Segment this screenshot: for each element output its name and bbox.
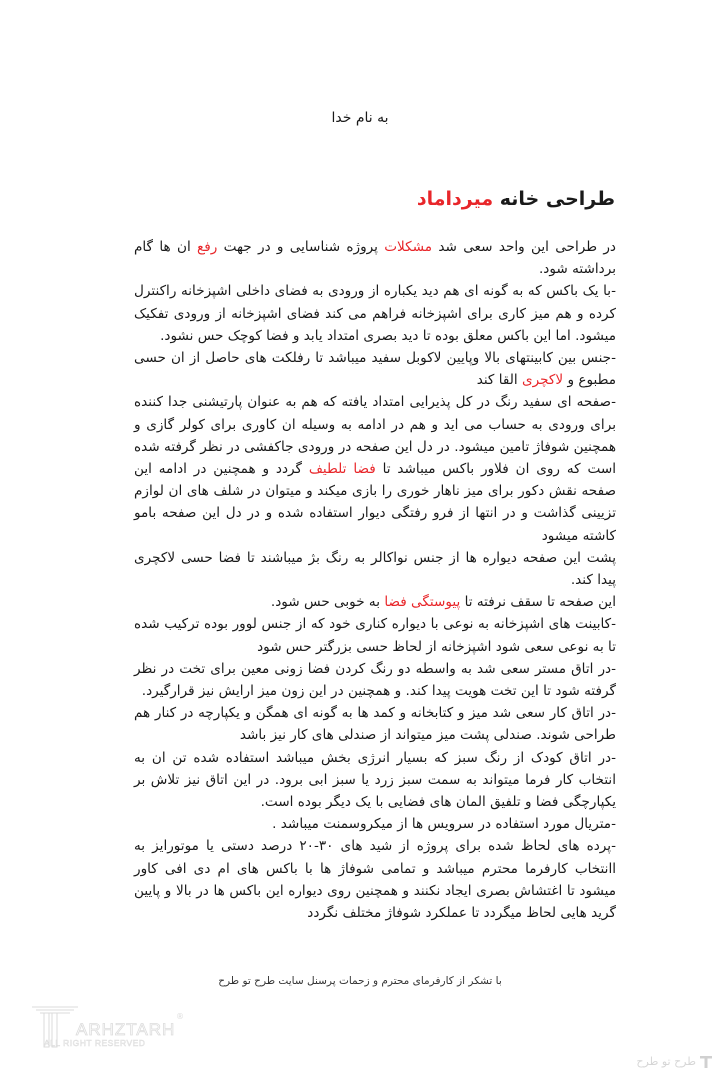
paragraph — [134, 813, 616, 835]
paragraph-text: پشت این صفحه دیواره ها از جنس نواکالر به رنگ بژ میباشند تا فضا حسی لاکچری پیدا کند. — [134, 549, 616, 589]
paragraph — [134, 280, 616, 347]
title-prefix: طراحی خانه — [493, 188, 615, 210]
corner-watermark-text: طرح تو طرح — [636, 1055, 696, 1068]
t-logo-icon — [700, 1056, 712, 1068]
highlighted-term: لاکچری — [521, 372, 564, 389]
body-text — [134, 236, 616, 924]
paragraph-text: -در اتاق کودک از رنگ سبز که بسیار انرژی بخش میباشد استفاده شده تن ان به انتخاب کار فرما میتواند به سمت سبز زرد یا سبز ابی برود. در این اتاق نیز تلاش بر یکپارچگی فضا و تلفیق المان های فضایی با یک دیگر بوده است. — [134, 749, 616, 811]
paragraph — [134, 835, 616, 924]
basmala-heading: به نام خدا — [331, 110, 389, 126]
paragraph-text: -کابینت های اشپزخانه به نوعی با دیواره کناری خود که از جنس لوور بوده ترکیب شده تا به نوعی سعی شود اشپزخانه از لحاظ حسی بزرگتر حس شود — [134, 616, 616, 655]
paragraph — [134, 236, 616, 280]
corner-watermark — [636, 1055, 712, 1068]
highlighted-term: پیوستگی فضا — [384, 594, 461, 611]
paragraph-text: القا کند — [476, 372, 522, 389]
paragraph — [134, 547, 616, 591]
page-title — [417, 188, 615, 210]
paragraph — [134, 613, 616, 657]
paragraph — [134, 347, 616, 391]
paragraph-text: در طراحی این واحد سعی شد — [432, 239, 616, 255]
paragraph — [134, 702, 616, 746]
logo-rights-text: ALL RIGHT RESERVED — [44, 1038, 146, 1048]
paragraph-text: -جنس بین کابینتهای بالا وپایین لاکوبل سفید میباشد تا رفلکت های حاصل از ان حسی مطبوع و — [134, 350, 616, 389]
footer-thanks: با تشکر از کارفرمای محترم و زحمات پرسنل سایت طرح تو طرح — [218, 975, 502, 987]
highlighted-term: فضا تلطیف — [308, 461, 376, 478]
title-highlight: میرداماد — [416, 188, 494, 210]
paragraph — [134, 591, 616, 613]
highlighted-term: رفع — [197, 239, 218, 255]
paragraph-text: -در اتاق کار سعی شد میز و کتابخانه و کمد ها به گونه ای همگن و یکپارچه در کنار هم طراحی شوند. صندلی پشت میز میتواند از صندلی های کار نیز باشد — [134, 705, 616, 744]
paragraph — [134, 391, 616, 546]
registered-mark: ® — [176, 1012, 184, 1021]
paragraph-text: پروژه شناسایی و در جهت — [217, 239, 385, 255]
paragraph-text: به خوبی حس شود. — [270, 594, 385, 611]
tarhztarh-logo-watermark — [30, 1000, 190, 1052]
logo-brand-text: ARHZTARH — [76, 1020, 176, 1039]
paragraph-text: این صفحه تا سقف نرفته تا — [460, 594, 616, 611]
highlighted-term: مشکلات — [384, 239, 433, 255]
paragraph-text: -پرده های لحاظ شده برای پروژه از شید های ۳۰-۲۰ درصد دستی یا موتورایز به اانتخاب کارفرما محترم میباشد و تمامی شوفاژ ها با باکس های ام دی افی کاور میشود تا اغتشاش بصری ایجاد نکنند و همچنین روی دیواره این باکس ها در بالا و پایین گرید هایی لحاظ میگردد تا عملکرد شوفاژ مختلف نگردد — [134, 838, 616, 922]
paragraph-text: -در اتاق مستر سعی شد به واسطه دو رنگ کردن فضا زونی معین برای تخت در نظر گرفته شود تا این تخت هویت پیدا کند. و همچنین در این زون میز ارایش نیز قرارگیرد. — [134, 660, 616, 700]
paragraph-text: -با یک باکس که به گونه ای هم دید یکباره از ورودی به فضای داخلی اشپزخانه راکنترل کرده و هم میز کاری برای اشپزخانه فراهم می کند فضای اشپزخانه از ورودی تفکیک میشود. اما این باکس معلق بوده تا دید بصری امتداد یابد و فضا کوچک حس نشود. — [134, 283, 616, 344]
paragraph-text: ان ها گام برداشته شود. — [134, 239, 616, 278]
paragraph-text: -صفحه ای سفید رنگ در کل پذیرایی امتداد یافته که هم به عنوان پارتیشنی جدا کننده برای ورودی به حساب می اید و هم در ادامه به وسیله ان کاوری برای کولر گازی و همچنین شوفاژ تامین میشود. در دل این صفحه در ورودی جاکفشی در نظر گرفته شده است که روی ان فلاور باکس میباشد تا — [134, 394, 616, 478]
paragraph — [134, 747, 616, 814]
paragraph — [134, 658, 616, 702]
paragraph-text: -متریال مورد استفاده در سرویس ها از میکروسمنت میباشد . — [272, 816, 616, 833]
paragraph-text: گردد و همچنین در ادامه این صفحه نقش دکور برای میز ناهار خوری را بازی میکند و میتوان در شلف های ان لوازم تزیینی گذاشت و در انتها از فرو رفتگی دیوار استفاده شده و در دل این صفحه بامو کاشته میشود — [134, 461, 616, 544]
